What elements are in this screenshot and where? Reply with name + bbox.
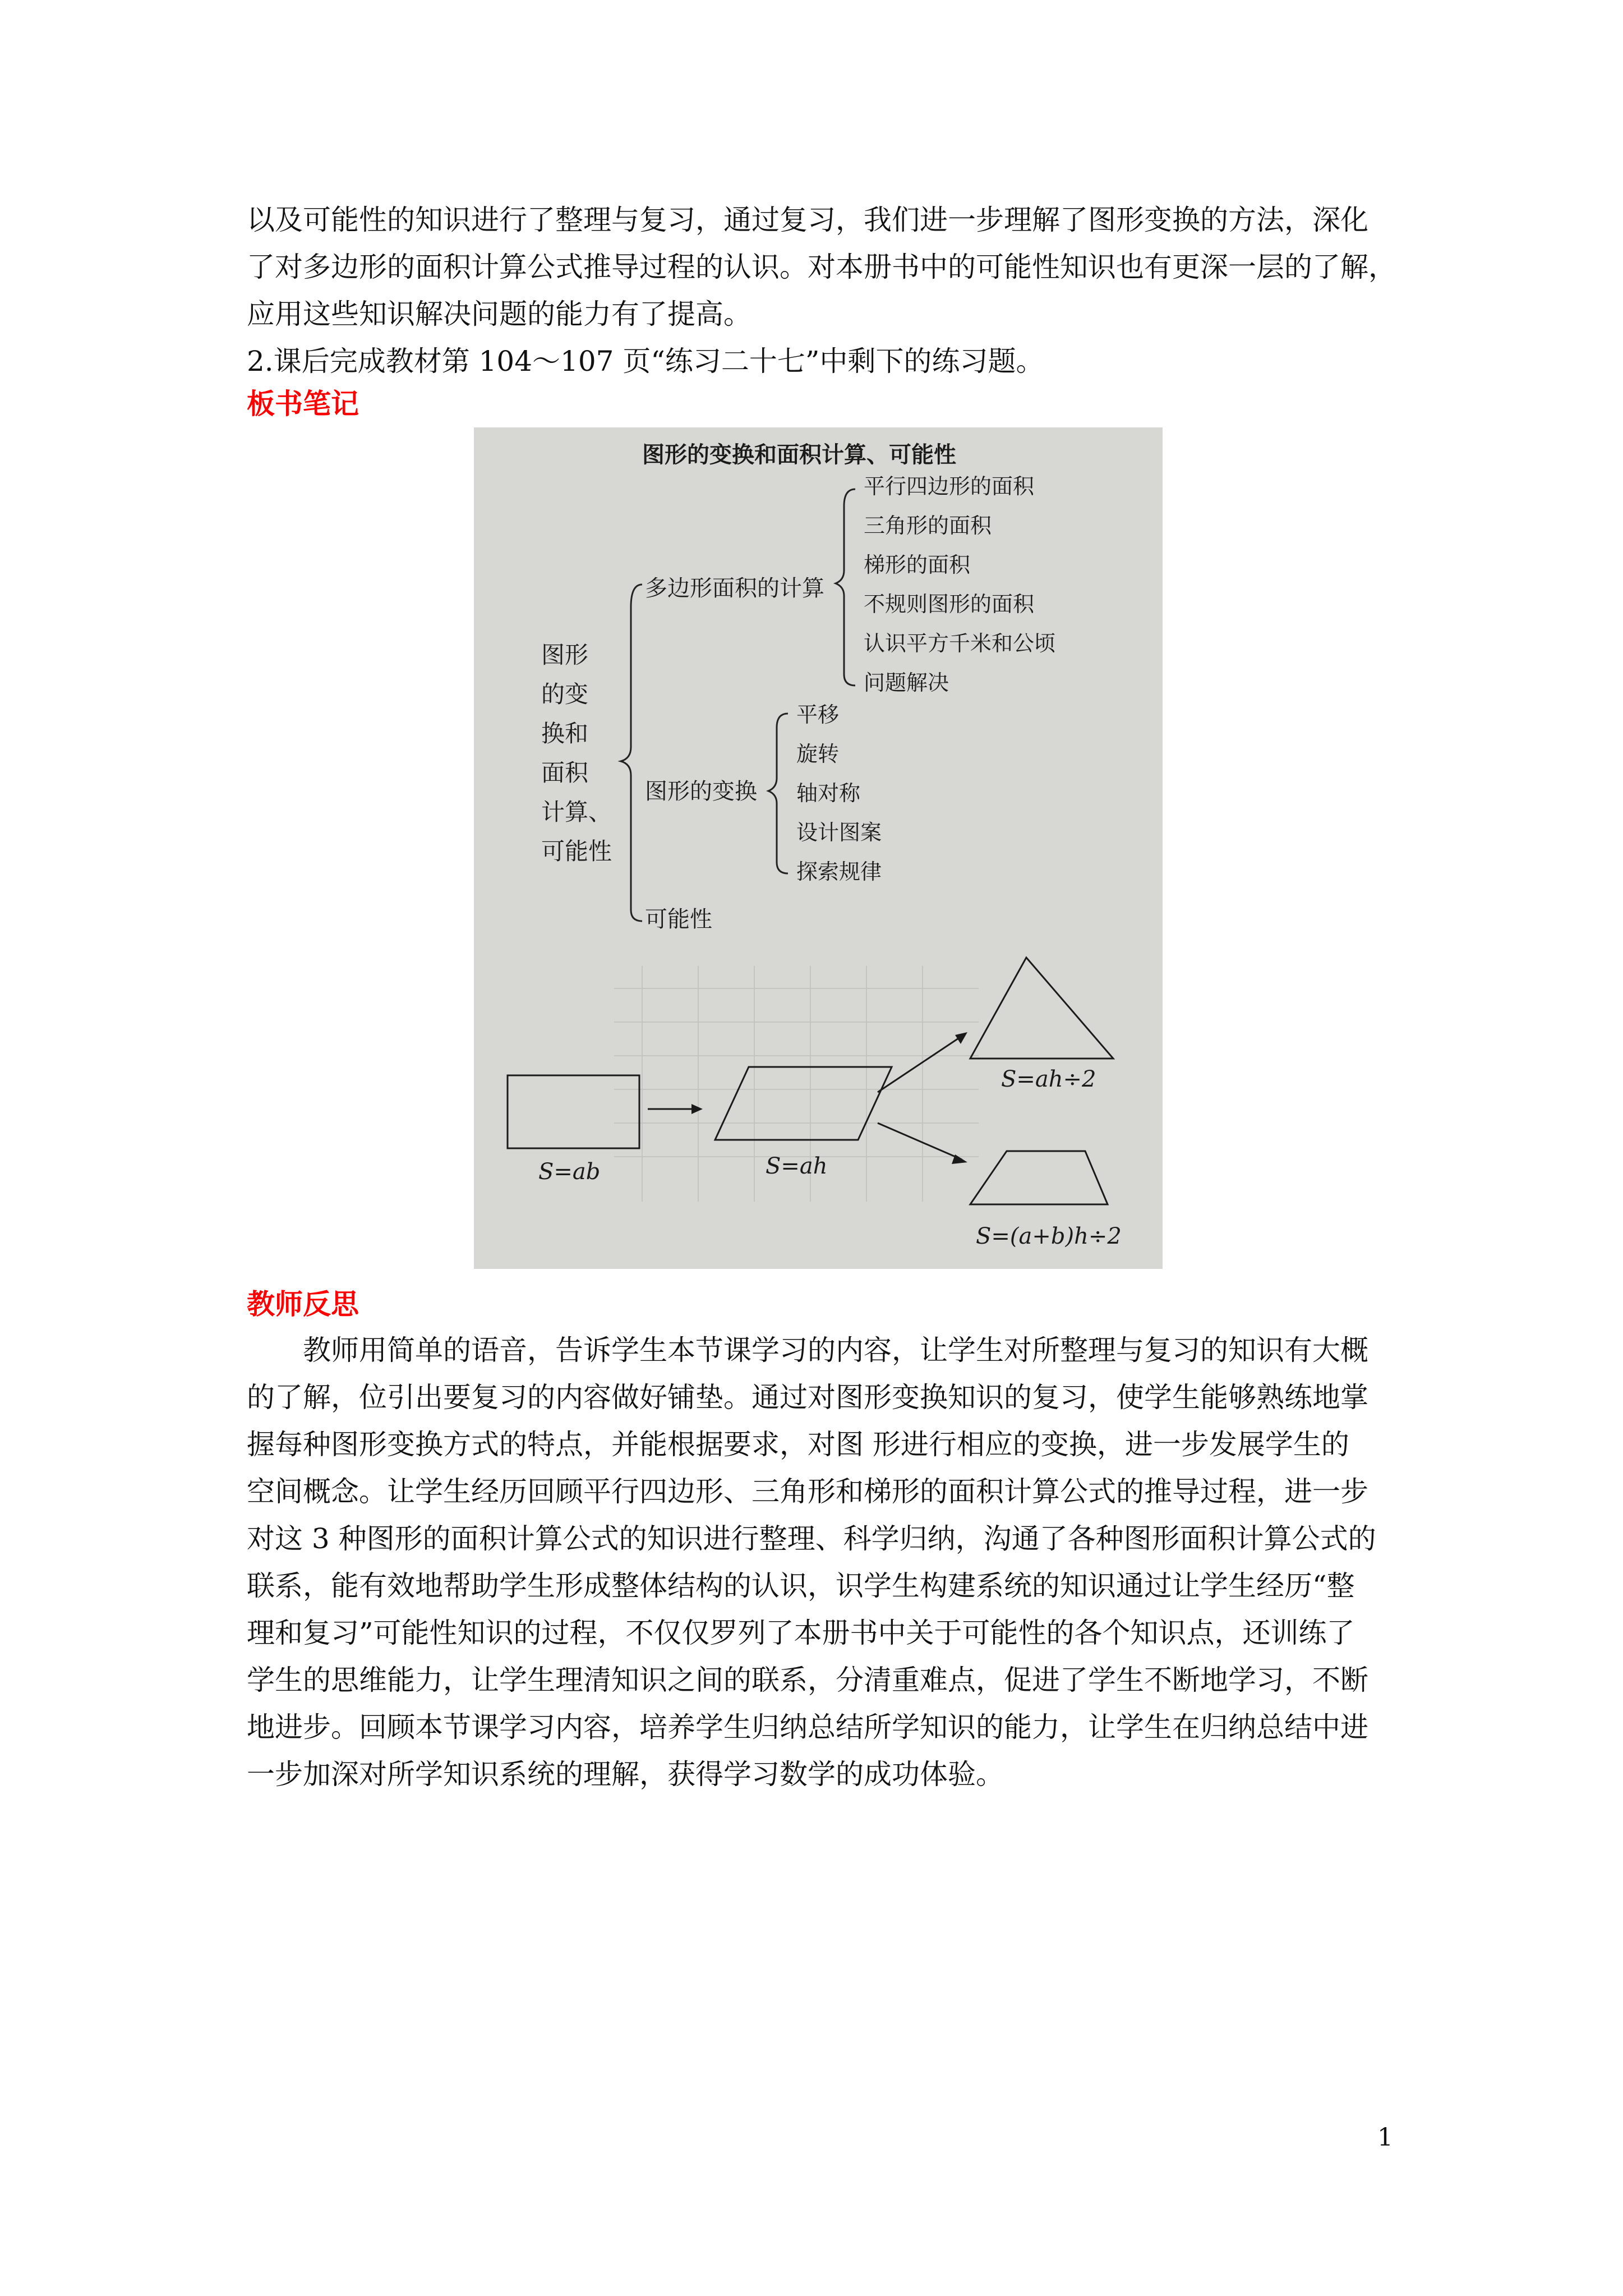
branch1-item: 平行四边形的面积 xyxy=(864,474,1035,499)
branch-possibility-label: 可能性 xyxy=(645,907,712,932)
intro-line: 应用这些知识解决问题的能力有了提高。 xyxy=(247,298,751,330)
branch1-item: 不规则图形的面积 xyxy=(864,592,1035,616)
branch1-item: 三角形的面积 xyxy=(864,513,992,538)
reflection-line: 空间概念。让学生经历回顾平行四边形、三角形和梯形的面积计算公式的推导过程，进一步 xyxy=(247,1475,1368,1508)
reflection-line: 学生的思维能力，让学生理清知识之间的联系，分清重难点，促进了学生不断地学习，不断 xyxy=(247,1664,1368,1696)
reflection-line: 理和复习”可能性知识的过程，不仅仅罗列了本册书中关于可能性的各个知识点，还训练了 xyxy=(247,1617,1355,1649)
root-label-line: 图形 xyxy=(541,641,589,669)
arrow-line xyxy=(878,1123,962,1159)
branch1-item: 问题解决 xyxy=(864,670,949,695)
reflection-line: 联系，能有效地帮助学生形成整体结构的认识，识学生构建系统的知识通过让学生经历“整 xyxy=(247,1570,1355,1602)
reflection-line: 握每种图形变换方式的特点，并能根据要求，对图 形进行相应的变换，进一步发展学生的 xyxy=(247,1428,1349,1461)
rectangle-formula: S=ab xyxy=(538,1159,601,1185)
branch2-item: 探索规律 xyxy=(796,859,882,884)
root-label-line: 换和 xyxy=(541,720,589,747)
branch2-item: 设计图案 xyxy=(796,820,882,845)
reflection-line: 一步加深对所学知识系统的理解，获得学习数学的成功体验。 xyxy=(247,1758,1004,1791)
branch-transformation-label: 图形的变换 xyxy=(645,779,757,804)
reflection-heading: 教师反思 xyxy=(247,1288,359,1320)
branch2-item: 轴对称 xyxy=(796,781,861,806)
branch1-item: 认识平方千米和公顷 xyxy=(864,631,1056,656)
root-label-line: 计算、 xyxy=(541,798,612,826)
board-title: 图形的变换和面积计算、可能性 xyxy=(642,442,956,468)
branch-polygon-area-label: 多边形面积的计算 xyxy=(645,576,824,601)
board-diagram xyxy=(474,427,1163,1269)
reflection-line: 地进步。回顾本节课学习内容，培养学生归纳总结所学知识的能力，让学生在归纳总结中进 xyxy=(247,1711,1368,1743)
reflection-paragraph xyxy=(247,1327,1380,1798)
branch1-item: 梯形的面积 xyxy=(864,553,971,577)
intro-line: 以及可能性的知识进行了整理与复习，通过复习，我们进一步理解了图形变换的方法，深化 xyxy=(247,204,1368,236)
triangle-shape xyxy=(970,958,1113,1059)
page-number: 1 xyxy=(1377,2123,1393,2152)
parallelogram-shape xyxy=(715,1067,892,1140)
homework-line: 2.课后完成教材第 104～107 页“练习二十七”中剩下的练习题。 xyxy=(247,345,1044,378)
parallelogram-formula: S=ah xyxy=(766,1153,828,1179)
reflection-line: 教师用简单的语音，告诉学生本节课学习的内容，让学生对所整理与复习的知识有大概 xyxy=(303,1334,1368,1366)
trapezoid-formula: S=(a+b)h÷2 xyxy=(976,1223,1122,1249)
arrow-head-icon xyxy=(955,1032,967,1044)
trapezoid-shape xyxy=(970,1151,1108,1204)
arrow-line xyxy=(878,1036,962,1092)
arrow-head-icon xyxy=(691,1104,703,1114)
board-notes-heading: 板书笔记 xyxy=(247,388,359,420)
rectangle-shape xyxy=(508,1075,639,1148)
intro-line: 了对多边形的面积计算公式推导过程的认识。对本册书中的可能性知识也有更深一层的了解， xyxy=(247,251,1396,283)
main-brace xyxy=(621,585,642,921)
branch-brace xyxy=(768,714,788,873)
branch-brace xyxy=(836,489,855,685)
board-notes-image xyxy=(474,427,1163,1269)
reflection-line: 对这 3 种图形的面积计算公式的知识进行整理、科学归纳，沟通了各种图形面积计算公式的 xyxy=(247,1522,1376,1555)
root-label-line: 的变 xyxy=(541,680,589,708)
branch2-item: 旋转 xyxy=(796,742,840,766)
root-label-line: 面积 xyxy=(541,759,589,786)
triangle-formula: S=ah÷2 xyxy=(1001,1066,1096,1092)
reflection-line: 的了解，位引出要复习的内容做好铺垫。通过对图形变换知识的复习，使学生能够熟练地掌 xyxy=(247,1381,1368,1414)
branch2-item: 平移 xyxy=(796,702,840,727)
root-label-line: 可能性 xyxy=(541,838,612,865)
intro-paragraph xyxy=(247,196,1396,385)
